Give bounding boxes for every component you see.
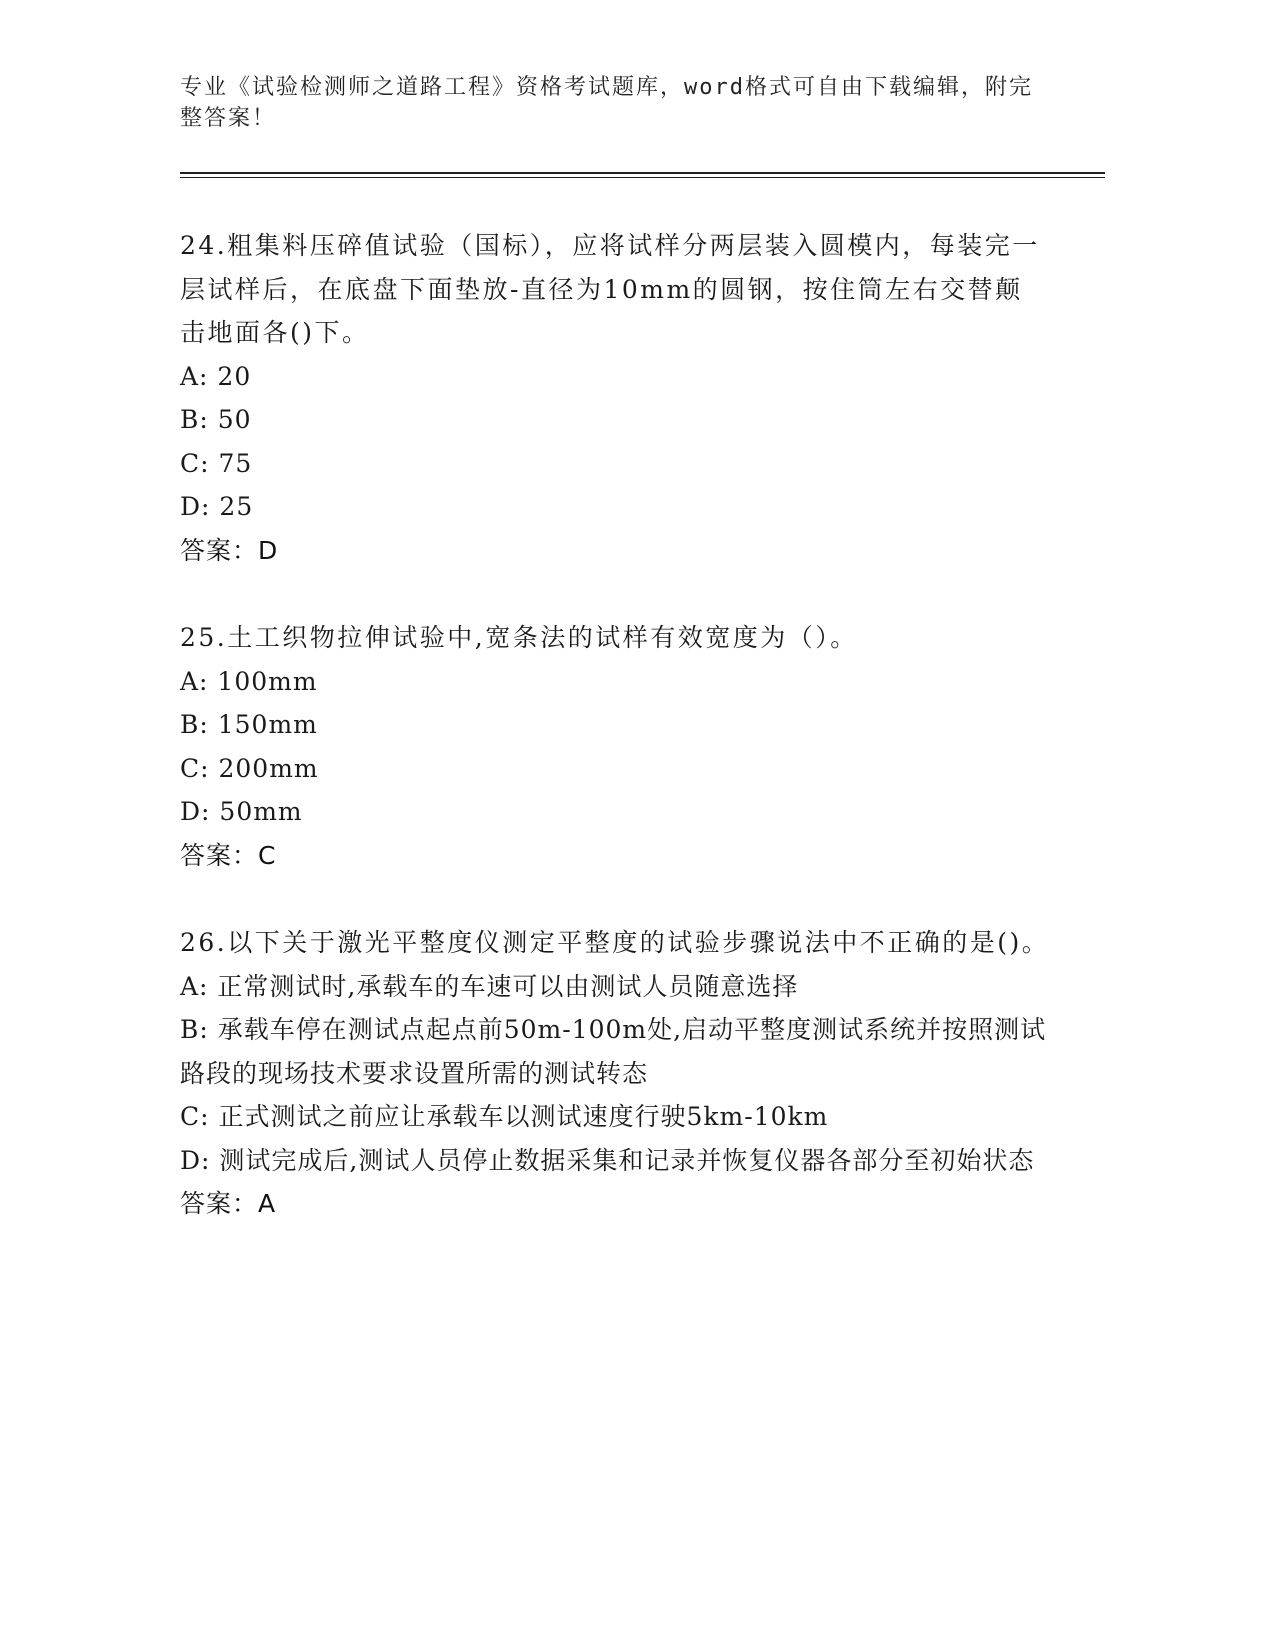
option-b: B: 150mm (180, 710, 318, 739)
question-stem: 26.以下关于激光平整度仪测定平整度的试验步骤说法中不正确的是()。 (180, 928, 1050, 957)
option-d: D: 50mm (180, 797, 303, 826)
option-a: A: 正常测试时,承载车的车速可以由测试人员随意选择 (180, 971, 799, 1001)
option-d: D: 25 (180, 492, 254, 521)
question-25 (180, 616, 1050, 877)
option-d: D: 测试完成后,测试人员停止数据采集和记录并恢复仪器各部分至初始状态 (180, 1145, 1035, 1175)
question-stem: 24.粗集料压碎值试验（国标），应将试样分两层装入圆模内，每装完一层试样后，在底盘下面垫放-直径为10mm的圆钢，按住筒左右交替颠击地面各()下。 (180, 231, 1040, 347)
question-stem: 25.土工织物拉伸试验中,宽条法的试样有效宽度为（）。 (180, 623, 858, 652)
option-c: C: 正式测试之前应让承载车以测试速度行驶5km-10km (180, 1102, 829, 1131)
option-c: C: 75 (180, 448, 253, 478)
option-a: A: 100mm (180, 666, 318, 696)
question-26 (180, 921, 1050, 1226)
option-b: B: 50 (180, 405, 252, 434)
option-a: A: 20 (180, 361, 252, 391)
header-line-2: 整答案！ (180, 106, 277, 131)
option-c: C: 200mm (180, 753, 319, 783)
question-24 (180, 224, 1050, 572)
document-header (180, 72, 1060, 134)
header-line-1: 专业《试验检测师之道路工程》资格考试题库，word格式可自由下载编辑，附完 (180, 75, 1033, 100)
answer-label: 答案：D (180, 535, 279, 565)
answer-label: 答案：C (180, 840, 277, 870)
header-divider-thin (180, 177, 1105, 178)
option-b: B: 承载车停在测试点起点前50m-100m处,启动平整度测试系统并按照测试路段的现场技术要求设置所需的测试转态 (180, 1015, 1047, 1088)
header-divider-thick (180, 172, 1105, 174)
answer-label: 答案：A (180, 1189, 277, 1218)
